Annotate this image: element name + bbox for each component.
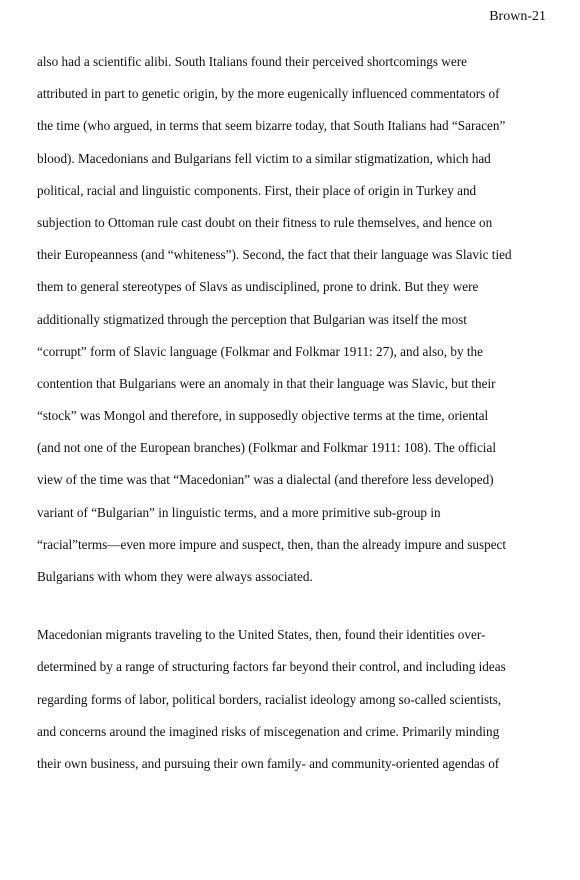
text-line: attributed in part to genetic origin, by the more eugenically influenced commentators of <box>37 86 500 102</box>
text-line: view of the time was that “Macedonian” was a dialectal (and therefore less developed) <box>37 472 494 488</box>
text-line: their Europeanness (and “whiteness”). Second, the fact that their language was Slavic tied <box>37 247 512 263</box>
text-line: determined by a range of structuring factors far beyond their control, and including ideas <box>37 659 506 675</box>
text-line: subjection to Ottoman rule cast doubt on their fitness to rule themselves, and hence on <box>37 214 493 230</box>
text-line: regarding forms of labor, political borders, racialist ideology among so-called scientists, <box>37 691 502 707</box>
text-line: also had a scientific alibi. South Italians found their perceived shortcomings were <box>37 54 467 69</box>
text-line: the time (who argued, in terms that seem bizarre today, that South Italians had “Saracen” <box>37 118 506 134</box>
text-line: and concerns around the imagined risks of miscegenation and crime. Primarily minding <box>37 723 500 739</box>
running-head: Brown-21 <box>489 9 546 24</box>
text-line: variant of “Bulgarian” in linguistic terms, and a more primitive sub-group in <box>37 504 441 520</box>
text-line: their own business, and pursuing their own family- and community-oriented agendas of <box>37 755 500 771</box>
text-line: (and not one of the European branches) (Folkmar and Folkmar 1911: 108). The official <box>37 440 496 456</box>
text-line: contention that Bulgarians were an anomaly in that their language was Slavic, but their <box>37 375 496 391</box>
text-line: additionally stigmatized through the perception that Bulgarian was itself the most <box>37 311 467 327</box>
text-line: political, racial and linguistic components. First, their place of origin in Turkey and <box>37 182 477 198</box>
text-line: “racial”terms—even more impure and suspect, then, than the already impure and suspect <box>37 536 507 552</box>
text-line: blood). Macedonians and Bulgarians fell victim to a similar stigmatization, which had <box>37 150 491 166</box>
text-line: “corrupt” form of Slavic language (Folkmar and Folkmar 1911: 27), and also, by the <box>37 343 483 359</box>
paragraph-spacer <box>37 599 553 625</box>
paragraph-2 <box>37 625 553 786</box>
paragraph-1 <box>37 52 553 599</box>
text-line: Bulgarians with whom they were always associated. <box>37 569 313 584</box>
text-line: them to general stereotypes of Slavs as undisciplined, prone to drink. But they were <box>37 279 479 295</box>
text-line: “stock” was Mongol and therefore, in supposedly objective terms at the time, oriental <box>37 408 489 424</box>
text-line: Macedonian migrants traveling to the United States, then, found their identities over- <box>37 627 486 643</box>
body-text <box>37 52 553 786</box>
